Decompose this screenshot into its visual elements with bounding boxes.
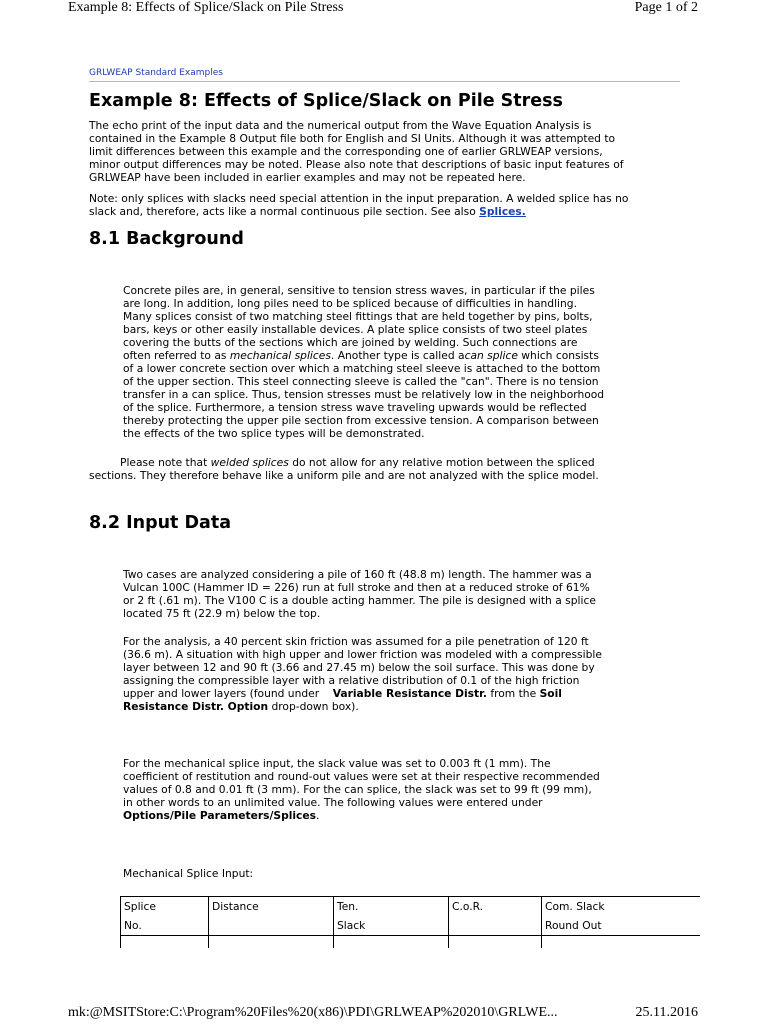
input-paragraph-3 <box>123 757 600 822</box>
text-line: For the analysis, a 40 percent skin friction was assumed for a pile penetration of 120 ft <box>123 635 589 648</box>
menu-reference-splices: Options/Pile Parameters/Splices <box>123 809 316 822</box>
section-heading-background: 8.1 Background <box>89 229 244 249</box>
header-cell <box>542 897 700 936</box>
text-line: covering the butts of the sections which are joined by welding. Such connections are <box>123 336 578 349</box>
text-line <box>89 456 599 469</box>
text-line <box>123 349 604 362</box>
menu-reference-variable-resistance: Variable Resistance Distr. <box>332 687 487 700</box>
table-caption: Mechanical Splice Input: <box>123 867 254 880</box>
text-run: upper and lower layers (found under <box>123 687 333 700</box>
section-heading-input-data: 8.2 Input Data <box>89 513 232 533</box>
table-header-row <box>121 897 700 936</box>
emphasis-welded-splices: welded splices <box>210 456 289 469</box>
text-line: or 2 ft (.61 m). The V100 C is a double acting hammer. The pile is designed with a splice <box>123 594 596 607</box>
menu-reference-soil: Soil <box>539 687 562 700</box>
table-cell <box>542 936 700 949</box>
text-line: sections. They therefore behave like a uniform pile and are not analyzed with the splice model. <box>89 469 599 482</box>
text-run: from the <box>486 687 540 700</box>
header-line: Round Out <box>545 919 602 932</box>
text-line: coefficient of restitution and round-out values were set at their respective recommended <box>123 770 600 783</box>
emphasis-can-splice: can splice <box>464 349 518 362</box>
input-paragraph-1 <box>123 568 596 620</box>
header-divider <box>89 81 680 82</box>
text-run: drop-down box). <box>268 700 359 713</box>
text-line: Many splices consist of two matching steel fittings that are held together by pins, bolts, <box>123 310 593 323</box>
header-cell <box>209 897 334 936</box>
text-line: located 75 ft (22.9 m) below the top. <box>123 607 321 620</box>
background-paragraph <box>123 284 604 440</box>
text-line: minor output differences may be noted. Please also note that descriptions of basic input features of <box>89 158 624 171</box>
text-run: do not allow for any relative motion between the spliced <box>288 456 595 469</box>
table-cell <box>334 936 449 949</box>
text-line: bars, keys or other easily installable devices. A plate splice consists of two steel plates <box>123 323 588 336</box>
page-title: Example 8: Effects of Splice/Slack on Pile Stress <box>89 91 563 111</box>
text-line: The echo print of the input data and the numerical output from the Wave Equation Analysis is <box>89 119 592 132</box>
text-run: . <box>316 809 320 822</box>
text-line: GRLWEAP have been included in earlier examples and may not be repeated here. <box>89 171 526 184</box>
print-footer <box>68 1005 698 1023</box>
text-line: Note: only splices with slacks need special attention in the input preparation. A welded splice has no <box>89 192 629 205</box>
splices-link[interactable]: Splices. <box>479 205 526 218</box>
header-line: Com. Slack <box>545 900 605 913</box>
header-cell <box>121 897 209 936</box>
text-run: . Another type is called a <box>330 349 465 362</box>
header-cell <box>449 897 542 936</box>
text-run: Please note that <box>120 456 211 469</box>
text-line: Vulcan 100C (Hammer ID = 226) run at full stroke and then at a reduced stroke of 61% <box>123 581 590 594</box>
header-line: No. <box>124 919 142 932</box>
table-cell <box>449 936 542 949</box>
text-line: thereby protecting the upper pile section from excessive tension. A comparison between <box>123 414 599 427</box>
text-line: layer between 12 and 90 ft (3.66 and 27.45 m) below the soil surface. This was done by <box>123 661 595 674</box>
text-run: which consists <box>517 349 599 362</box>
text-line: assigning the compressible layer with a relative distribution of 0.1 of the high friction <box>123 674 580 687</box>
table-cell <box>209 936 334 949</box>
print-header-title: Example 8: Effects of Splice/Slack on Pile Stress <box>68 0 344 15</box>
text-line <box>89 205 628 218</box>
print-header-page: Page 1 of 2 <box>634 0 698 15</box>
text-line: the effects of the two splice types will be demonstrated. <box>123 427 425 440</box>
header-line: C.o.R. <box>452 900 484 913</box>
header-line: Ten. <box>337 900 359 913</box>
text-line: (36.6 m). A situation with high upper and lower friction was modeled with a compressible <box>123 648 602 661</box>
text-line: in other words to an unlimited value. The following values were entered under <box>123 796 543 809</box>
note-text: slack and, therefore, acts like a normal continuous pile section. See also <box>89 205 480 218</box>
header-line: Slack <box>337 919 366 932</box>
table-cell <box>121 936 209 949</box>
input-paragraph-2 <box>123 635 602 713</box>
print-footer-url: mk:@MSITStore:C:\Program%20Files%20(x86)\PDI\GRLWEAP%202010\GRLWE... <box>68 1005 558 1020</box>
header-line: Splice <box>124 900 156 913</box>
text-line <box>123 809 600 822</box>
mechanical-splice-table <box>120 896 700 948</box>
breadcrumb-link[interactable]: GRLWEAP Standard Examples <box>89 68 223 78</box>
text-line: are long. In addition, long piles need to be spliced because of difficulties in handling. <box>123 297 577 310</box>
text-line: transfer in a can splice. Thus, tension stresses must be relatively low in the neighborhood <box>123 388 605 401</box>
text-line: contained in the Example 8 Output file both for English and SI Units. Although it was attempted to <box>89 132 616 145</box>
text-line: of a lower concrete section over which a matching steel sleeve is attached to the bottom <box>123 362 601 375</box>
text-line: values of 0.8 and 0.01 ft (3 mm). For the can splice, the slack was set to 99 ft (99 mm), <box>123 783 592 796</box>
intro-paragraph <box>89 119 624 184</box>
text-line: of the upper section. This steel connecting sleeve is called the "can". There is no tension <box>123 375 599 388</box>
header-cell <box>334 897 449 936</box>
text-line: Two cases are analyzed considering a pile of 160 ft (48.8 m) length. The hammer was a <box>123 568 592 581</box>
note-paragraph <box>89 192 628 218</box>
text-line: Concrete piles are, in general, sensitive to tension stress waves, in particular if the piles <box>123 284 595 297</box>
text-line: For the mechanical splice input, the slack value was set to 0.003 ft (1 mm). The <box>123 757 551 770</box>
table-row <box>121 936 700 949</box>
text-line: limit differences between this example and the corresponding one of earlier GRLWEAP versions, <box>89 145 603 158</box>
text-line: of the splice. Furthermore, a tension stress wave traveling upwards would be reflected <box>123 401 587 414</box>
print-footer-date: 25.11.2016 <box>635 1005 698 1020</box>
welded-splice-paragraph <box>89 456 599 482</box>
print-header <box>68 0 698 18</box>
text-line <box>123 700 602 713</box>
text-run: often referred to as <box>123 349 230 362</box>
header-line: Distance <box>212 900 259 913</box>
emphasis-mechanical-splices: mechanical splices <box>229 349 331 362</box>
text-line <box>123 687 602 700</box>
menu-reference-option: Resistance Distr. Option <box>123 700 269 713</box>
